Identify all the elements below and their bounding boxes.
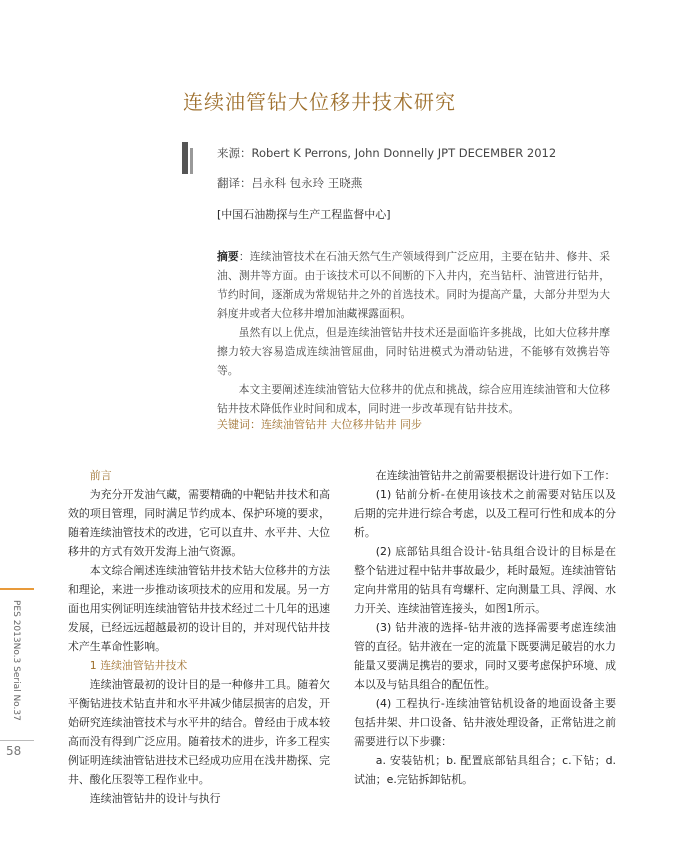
page-number: 58 <box>6 744 22 758</box>
organization: [中国石油勘探与生产工程监督中心] <box>217 208 391 221</box>
abstract-p2: 虽然有以上优点，但是连续油管钻井技术还是面临许多挑战，比如大位移井摩擦力较大容易造成连续油管屈曲，同时钻进模式为滑动钻进，不能够有效携岩等等。 <box>217 326 610 377</box>
paragraph: a. 安装钻机；b. 配置底部钻具组合；c.下钻；d.试油；e.完钻拆卸钻机。 <box>354 754 616 786</box>
section-heading-intro: 前言 <box>89 469 112 482</box>
paragraph: 连续油管最初的设计目的是一种修井工具。随着欠平衡钻进技术钻直井和水平井减少储层损害的启发，开始研究连续油管技术与水平井的结合。曾经由于成本较高而没有得到广泛应用。随着技术的进步，许多工程实例证明连续油管钻进技术已经成功应用在浅井勘探、完井、酸化压裂等工程作业中。 <box>68 678 330 786</box>
paragraph: 为充分开发油气藏，需要精确的中靶钻井技术和高效的项目管理，同时满足节约成本、保护环境的要求，随着连续油管技术的改进，它可以直井、水平井、大位移井的方式有效开发海上油气资源。 <box>68 488 330 558</box>
article-title: 连续油管钻大位移井技术研究 <box>183 90 456 114</box>
paragraph: (2) 底部钻具组合设计-钻具组合设计的目标是在整个钻进过程中钻井事故最少，耗时最短。连续油管钻定向井常用的钻具有弯螺杆、定向测量工具、浮阀、水力开关、连续油管连接头，如图1所示。 <box>354 545 616 615</box>
section-marker-icon <box>182 142 194 174</box>
paragraph: 本文综合阐述连续油管钻井技术钻大位移井的方法和理论，来进一步推动该项技术的应用和发展。另一方面也用实例证明连续油管钻井技术经过二十几年的迅速发展，已经远远超越最初的设计目的，并对现代钻井技术产生革命性影响。 <box>68 564 330 653</box>
abstract-p1: 摘要：连续油管技术在石油天然气生产领域得到广泛应用，主要在钻井、修井、采油、测井等方面。由于该技术可以不间断的下入井内，充当钻杆、油管进行钻井，节约时间，逐渐成为常规钻井之外的首选技术。同时为提高产量，大部分井型为大斜度井或者大位移井增加油藏裸露面积。 <box>217 250 611 320</box>
section-heading-1: 1 连续油管钻井技术 <box>89 659 188 672</box>
paragraph: 连续油管钻井的设计与执行 <box>89 792 221 805</box>
translator-line: 翻译：吕永科 包永玲 王晓燕 <box>217 176 363 190</box>
paragraph: (4) 工程执行-连续油管钻机设备的地面设备主要包括井架、井口设备、钻井液处理设备，正常钻进之前需要进行以下步骤： <box>354 697 616 748</box>
abstract-p3: 本文主要阐述连续油管钻大位移井的优点和挑战，综合应用连续油管和大位移钻井技术降低作业时间和成本，同时进一步改革现有钻井技术。 <box>217 383 610 415</box>
paragraph: (3) 钻井液的选择-钻井液的选择需要考虑连续油管的直径。钻井液在一定的流量下既要满足破岩的水力能量又要满足携岩的要求，同时又要考虑保护环境、成本以及与钻具组合的配伍性。 <box>354 621 616 691</box>
journal-side-label: PES 2013No.3 Serial No.37 <box>11 600 21 721</box>
abstract <box>217 247 610 418</box>
paragraph: (1) 钻前分析-在使用该技术之前需要对钻压以及后期的完井进行综合考虑，以及工程可行性和成本的分析。 <box>354 488 616 539</box>
margin-rule <box>0 588 34 590</box>
left-column <box>68 466 330 808</box>
abstract-label: 摘要 <box>217 250 239 263</box>
keywords: 关键词：连续油管钻井 大位移井钻井 同步 <box>217 418 422 431</box>
right-column <box>354 466 616 789</box>
margin-divider <box>0 740 34 741</box>
source-line: 来源：Robert K Perrons, John Donnelly JPT DECEMBER 2012 <box>217 146 557 160</box>
paragraph: 在连续油管钻井之前需要根据设计进行如下工作： <box>375 469 616 482</box>
